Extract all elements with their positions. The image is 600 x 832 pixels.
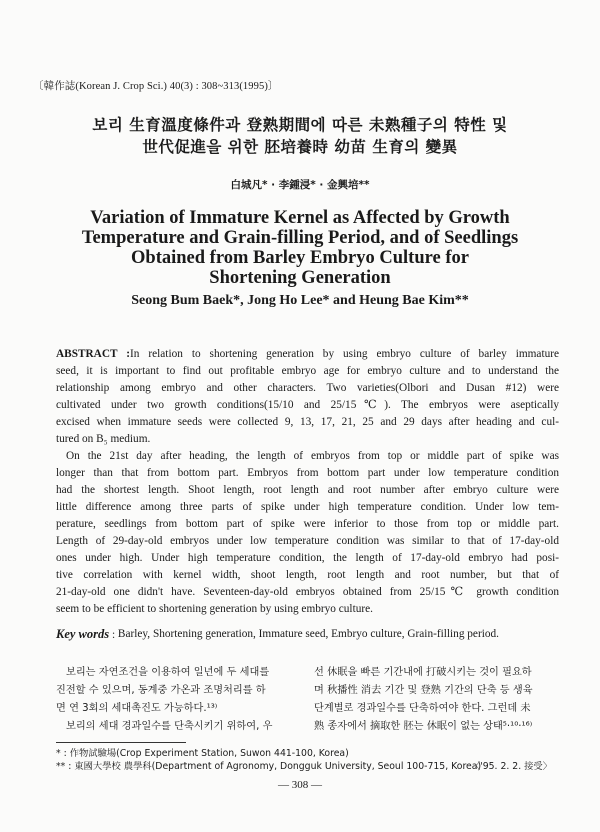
abstract-line: ones under high. Under high temperature condition, the length of 17-day-old embryo had posi- — [56, 552, 559, 564]
footnote-1: * : 作物試驗場(Crop Experiment Station, Suwon 441-100, Korea) — [56, 748, 349, 759]
abstract-line: cultivated under two growth conditions(15/10 and 25/15℃). The embryos were aseptically — [56, 399, 559, 411]
abstract-label: ABSTRACT : — [56, 348, 131, 360]
received-date: 〈'95. 2. 2. 接受〉 — [470, 761, 552, 772]
body-line: 진전할 수 있으며, 동계중 가온과 조명처리를 하 — [56, 685, 266, 696]
keywords: Key words : Barley, Shortening generation, Immature seed, Embryo culture, Grain-filling period. — [56, 626, 566, 644]
body-line: 선 休眠을 빠른 기간내에 打破시키는 것이 필요하 — [314, 667, 532, 678]
abstract-line: seem to be efficient to shortening generation by using embryo culture. — [56, 603, 373, 615]
abstract-line: On the 21st day after heading, the length of embryos from top or middle part of spike was — [66, 450, 559, 462]
abstract-line: longer than that from bottom part. Embryos from bottom part under low temperature condition — [56, 467, 559, 479]
abstract-line: seed, it is important to find out profitable embryo age for embryo culture and to understand the — [56, 365, 559, 377]
english-title-line-4: Shortening Generation — [209, 268, 391, 288]
english-title-line-2: Temperature and Grain-filling Period, and of Seedlings — [81, 228, 519, 248]
keywords-label: Key words — [56, 627, 110, 641]
page-number: — 308 — — [278, 779, 322, 791]
english-title-line-3: Obtained from Barley Embryo Culture for — [131, 248, 469, 268]
body-line: 보리는 자연조건을 이용하여 일년에 두 세대를 — [66, 667, 270, 678]
korean-title-line-2: 世代促進을 위한 胚培養時 幼苗 生育의 變異 — [142, 138, 458, 156]
korean-title-line-1: 보리 生育溫度條件과 登熟期間에 따른 未熟種子의 特性 및 — [92, 116, 508, 134]
keywords-text: Barley, Shortening generation, Immature seed, Embryo culture, Grain-filling period. — [117, 628, 499, 640]
abstract-line: 21-day-old one didn't have. Seventeen-day-old embryos obtained from 25/15℃ growth condition — [56, 586, 559, 598]
korean-authors: 白城凡* · 李鍾浸* · 金興培** — [230, 179, 370, 191]
journal-citation: 〔韓作誌(Korean J. Crop Sci.) 40(3) : 308~313(1995)〕 — [33, 81, 279, 92]
abstract-line: tured on B₅ medium. — [56, 433, 151, 445]
footnote-2: ** : 東國大學校 農學科(Department of Agronomy, Dongguk University, Seoul 100-715, Korea) — [56, 761, 482, 772]
abstract-line: relationship among embryo and other characters. Two varieties(Olbori and Dusan #12) were — [56, 382, 559, 394]
footnote-divider — [56, 742, 186, 743]
abstract-line: ABSTRACT :In relation to shortening generation by using embryo culture of barley immature — [56, 348, 559, 360]
body-line: 며 秋播性 消去 기간 및 登熟 기간의 단축 등 생육 — [314, 685, 533, 696]
abstract-line: tive correlation with kernel width, shoot length, root length and root number, but that of — [56, 569, 559, 581]
body-line: 단계별로 경과일수를 단축하여야 한다. 그런데 未 — [314, 703, 531, 714]
body-line: 보리의 세대 경과일수를 단축시키기 위하여, 우 — [66, 721, 273, 732]
abstract-line: excised when immature seeds were collected 9, 13, 17, 21, 25 and 29 days after heading and cul- — [56, 416, 559, 428]
body-line: 熟 종자에서 摘取한 胚는 休眠이 없는 상태⁵·¹⁰·¹⁶⁾ — [314, 721, 533, 732]
abstract-line: little difference among three parts of spike under high temperature condition. Under low tem- — [56, 501, 559, 513]
english-authors: Seong Bum Baek*, Jong Ho Lee* and Heung Bae Kim** — [131, 293, 469, 308]
english-title-line-1: Variation of Immature Kernel as Affected by Growth — [90, 208, 510, 228]
abstract-line: had the shortest length. Shoot length, root length and root number after embryo culture were — [56, 484, 559, 496]
abstract-line: Length of 29-day-old embryos under low temperature condition was similar to that of 17-day-old — [56, 535, 559, 547]
abstract-line: perature, seedlings from bottom part of spike were inferior to those from top or middle part. — [56, 518, 559, 530]
body-line: 면 연 3회의 세대촉진도 가능하다.¹³⁾ — [56, 703, 218, 714]
